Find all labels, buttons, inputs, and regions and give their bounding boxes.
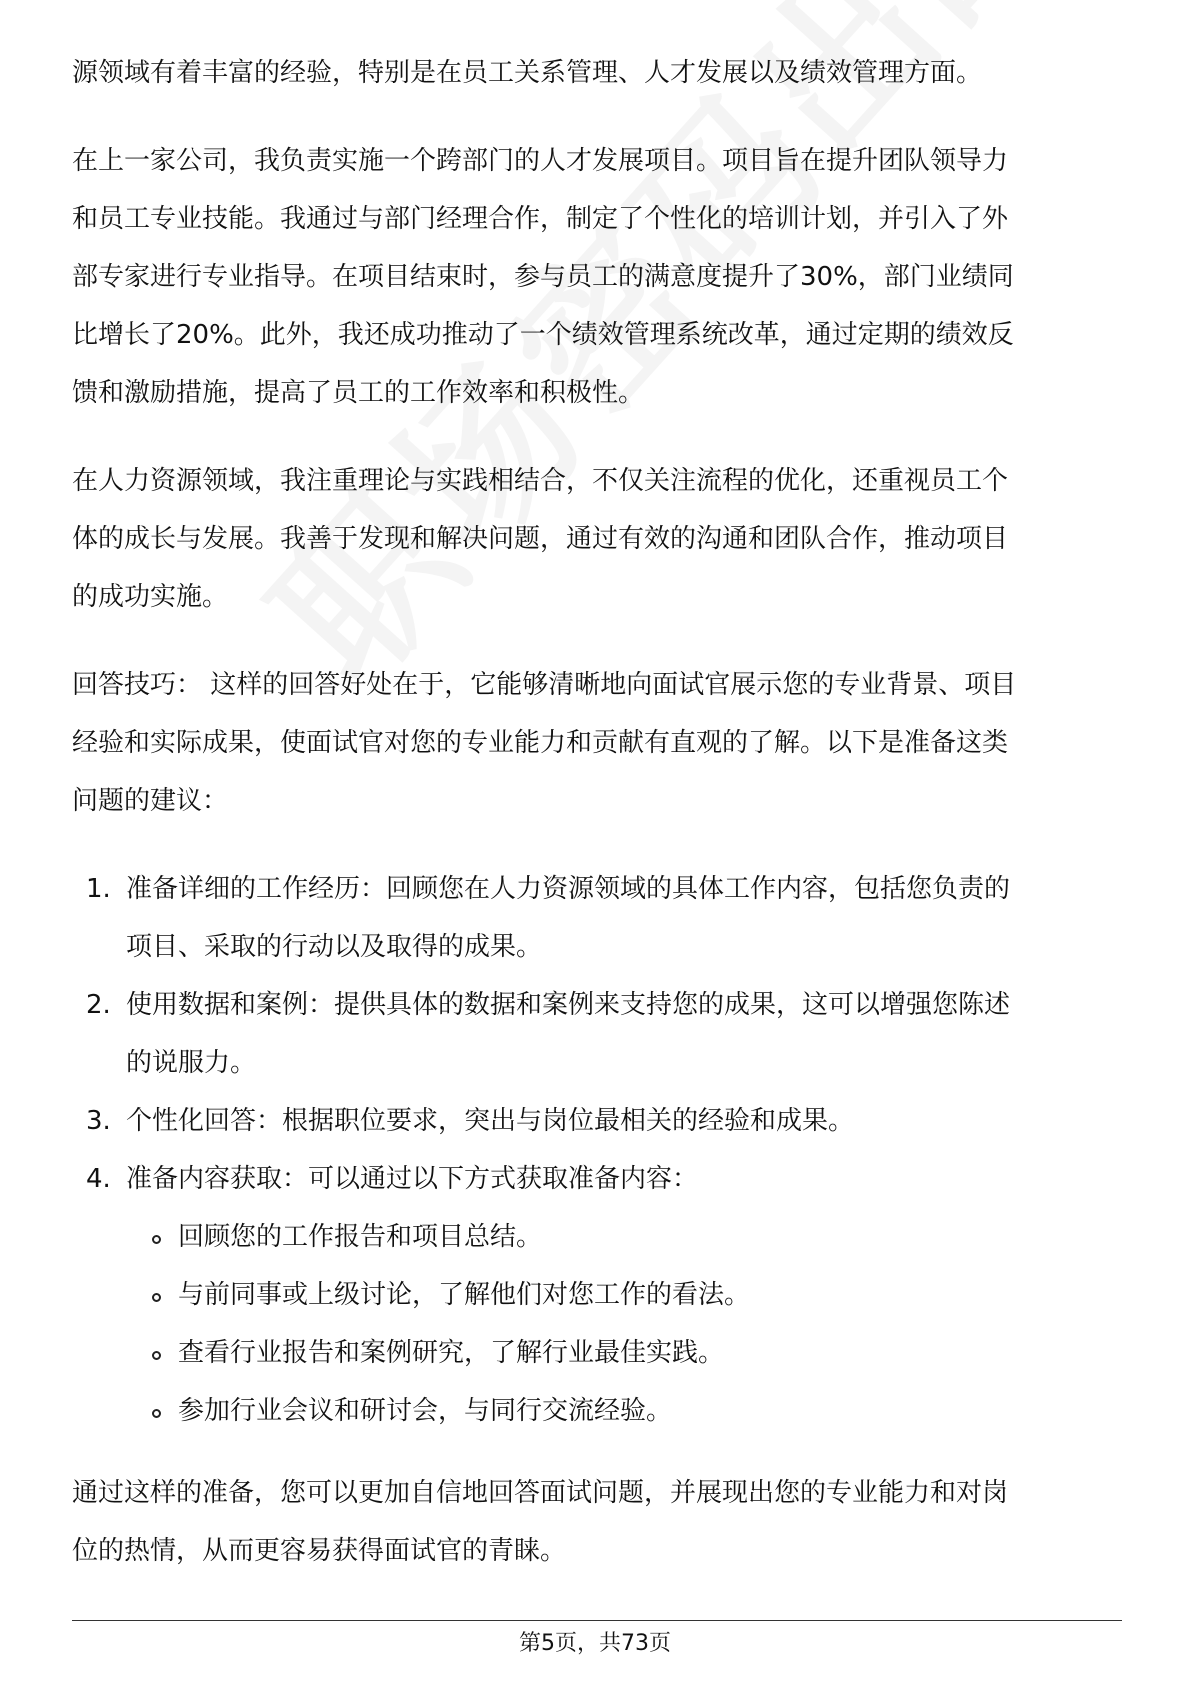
text-line: 部专家进行专业指导。在项目结束时，参与员工的满意度提升了30%，部门业绩同 <box>72 262 1014 292</box>
sub-list-item <box>126 1266 1122 1324</box>
list-item <box>72 976 1122 1092</box>
text-line: 经验和实际成果，使面试官对您的专业能力和贡献有直观的了解。以下是准备这类 <box>72 728 1009 758</box>
text-line: 在人力资源领域，我注重理论与实践相结合，不仅关注流程的优化，还重视员工个 <box>72 466 1009 496</box>
circle-bullet-icon <box>152 1293 161 1302</box>
text-line: 位的热情，从而更容易获得面试官的青睐。 <box>72 1536 567 1566</box>
sub-list-item-text: 与前同事或上级讨论，了解他们对您工作的看法。 <box>178 1280 751 1310</box>
list-number: 4. <box>86 1164 111 1194</box>
text-line: 比增长了20%。此外，我还成功推动了一个绩效管理系统改革，通过定期的绩效反 <box>72 320 1014 350</box>
page-number: 第5页，共73页 <box>519 1631 671 1656</box>
text-line: 馈和激励措施，提高了员工的工作效率和积极性。 <box>72 378 645 408</box>
suggestion-list <box>72 860 1122 1440</box>
paragraph-intro-continued: 源领域有着丰富的经验，特别是在员工关系管理、人才发展以及绩效管理方面。 <box>72 58 983 88</box>
list-item-text: 的说服力。 <box>126 1048 257 1078</box>
list-item-text: 使用数据和案例：提供具体的数据和案例来支持您的成果，这可以增强您陈述 <box>126 990 1011 1020</box>
list-item-text: 个性化回答：根据职位要求，突出与岗位最相关的经验和成果。 <box>126 1106 855 1136</box>
sub-list <box>126 1208 1122 1440</box>
sub-list-item-text: 查看行业报告和案例研究，了解行业最佳实践。 <box>178 1338 725 1368</box>
text-line: 问题的建议： <box>72 786 229 816</box>
list-item <box>72 1150 1122 1440</box>
list-item-text: 准备详细的工作经历：回顾您在人力资源领域的具体工作内容，包括您负责的 <box>126 874 1011 904</box>
paragraph-answer-tips <box>72 656 1122 830</box>
list-item <box>72 1092 1122 1150</box>
circle-bullet-icon <box>152 1235 161 1244</box>
list-number: 1. <box>86 874 111 904</box>
sub-list-item-text: 回顾您的工作报告和项目总结。 <box>178 1222 543 1252</box>
footer-divider <box>72 1620 1122 1621</box>
list-number: 3. <box>86 1106 111 1136</box>
sub-list-item <box>126 1382 1122 1440</box>
list-number: 2. <box>86 990 111 1020</box>
sub-list-item <box>126 1324 1122 1382</box>
list-item-text: 准备内容获取：可以通过以下方式获取准备内容： <box>126 1164 699 1194</box>
text-line: 在上一家公司，我负责实施一个跨部门的人才发展项目。项目旨在提升团队领导力 <box>72 146 1009 176</box>
text-line: 体的成长与发展。我善于发现和解决问题，通过有效的沟通和团队合作，推动项目 <box>72 524 1009 554</box>
list-item <box>72 860 1122 976</box>
paragraph-hr-philosophy <box>72 452 1122 626</box>
page-content <box>72 44 1122 1580</box>
text-line: 通过这样的准备，您可以更加自信地回答面试问题，并展现出您的专业能力和对岗 <box>72 1478 1009 1508</box>
list-item-text: 项目、采取的行动以及取得的成果。 <box>126 932 543 962</box>
paragraph-closing <box>72 1464 1122 1580</box>
sub-list-item <box>126 1208 1122 1266</box>
circle-bullet-icon <box>152 1409 161 1418</box>
text-line: 和员工专业技能。我通过与部门经理合作，制定了个性化的培训计划，并引入了外 <box>72 204 1009 234</box>
sub-list-item-text: 参加行业会议和研讨会，与同行交流经验。 <box>178 1396 673 1426</box>
circle-bullet-icon <box>152 1351 161 1360</box>
paragraph-project-experience <box>72 132 1122 422</box>
text-line: 的成功实施。 <box>72 582 229 612</box>
text-line: 回答技巧： 这样的回答好处在于，它能够清晰地向面试官展示您的专业背景、项目 <box>72 670 1017 700</box>
